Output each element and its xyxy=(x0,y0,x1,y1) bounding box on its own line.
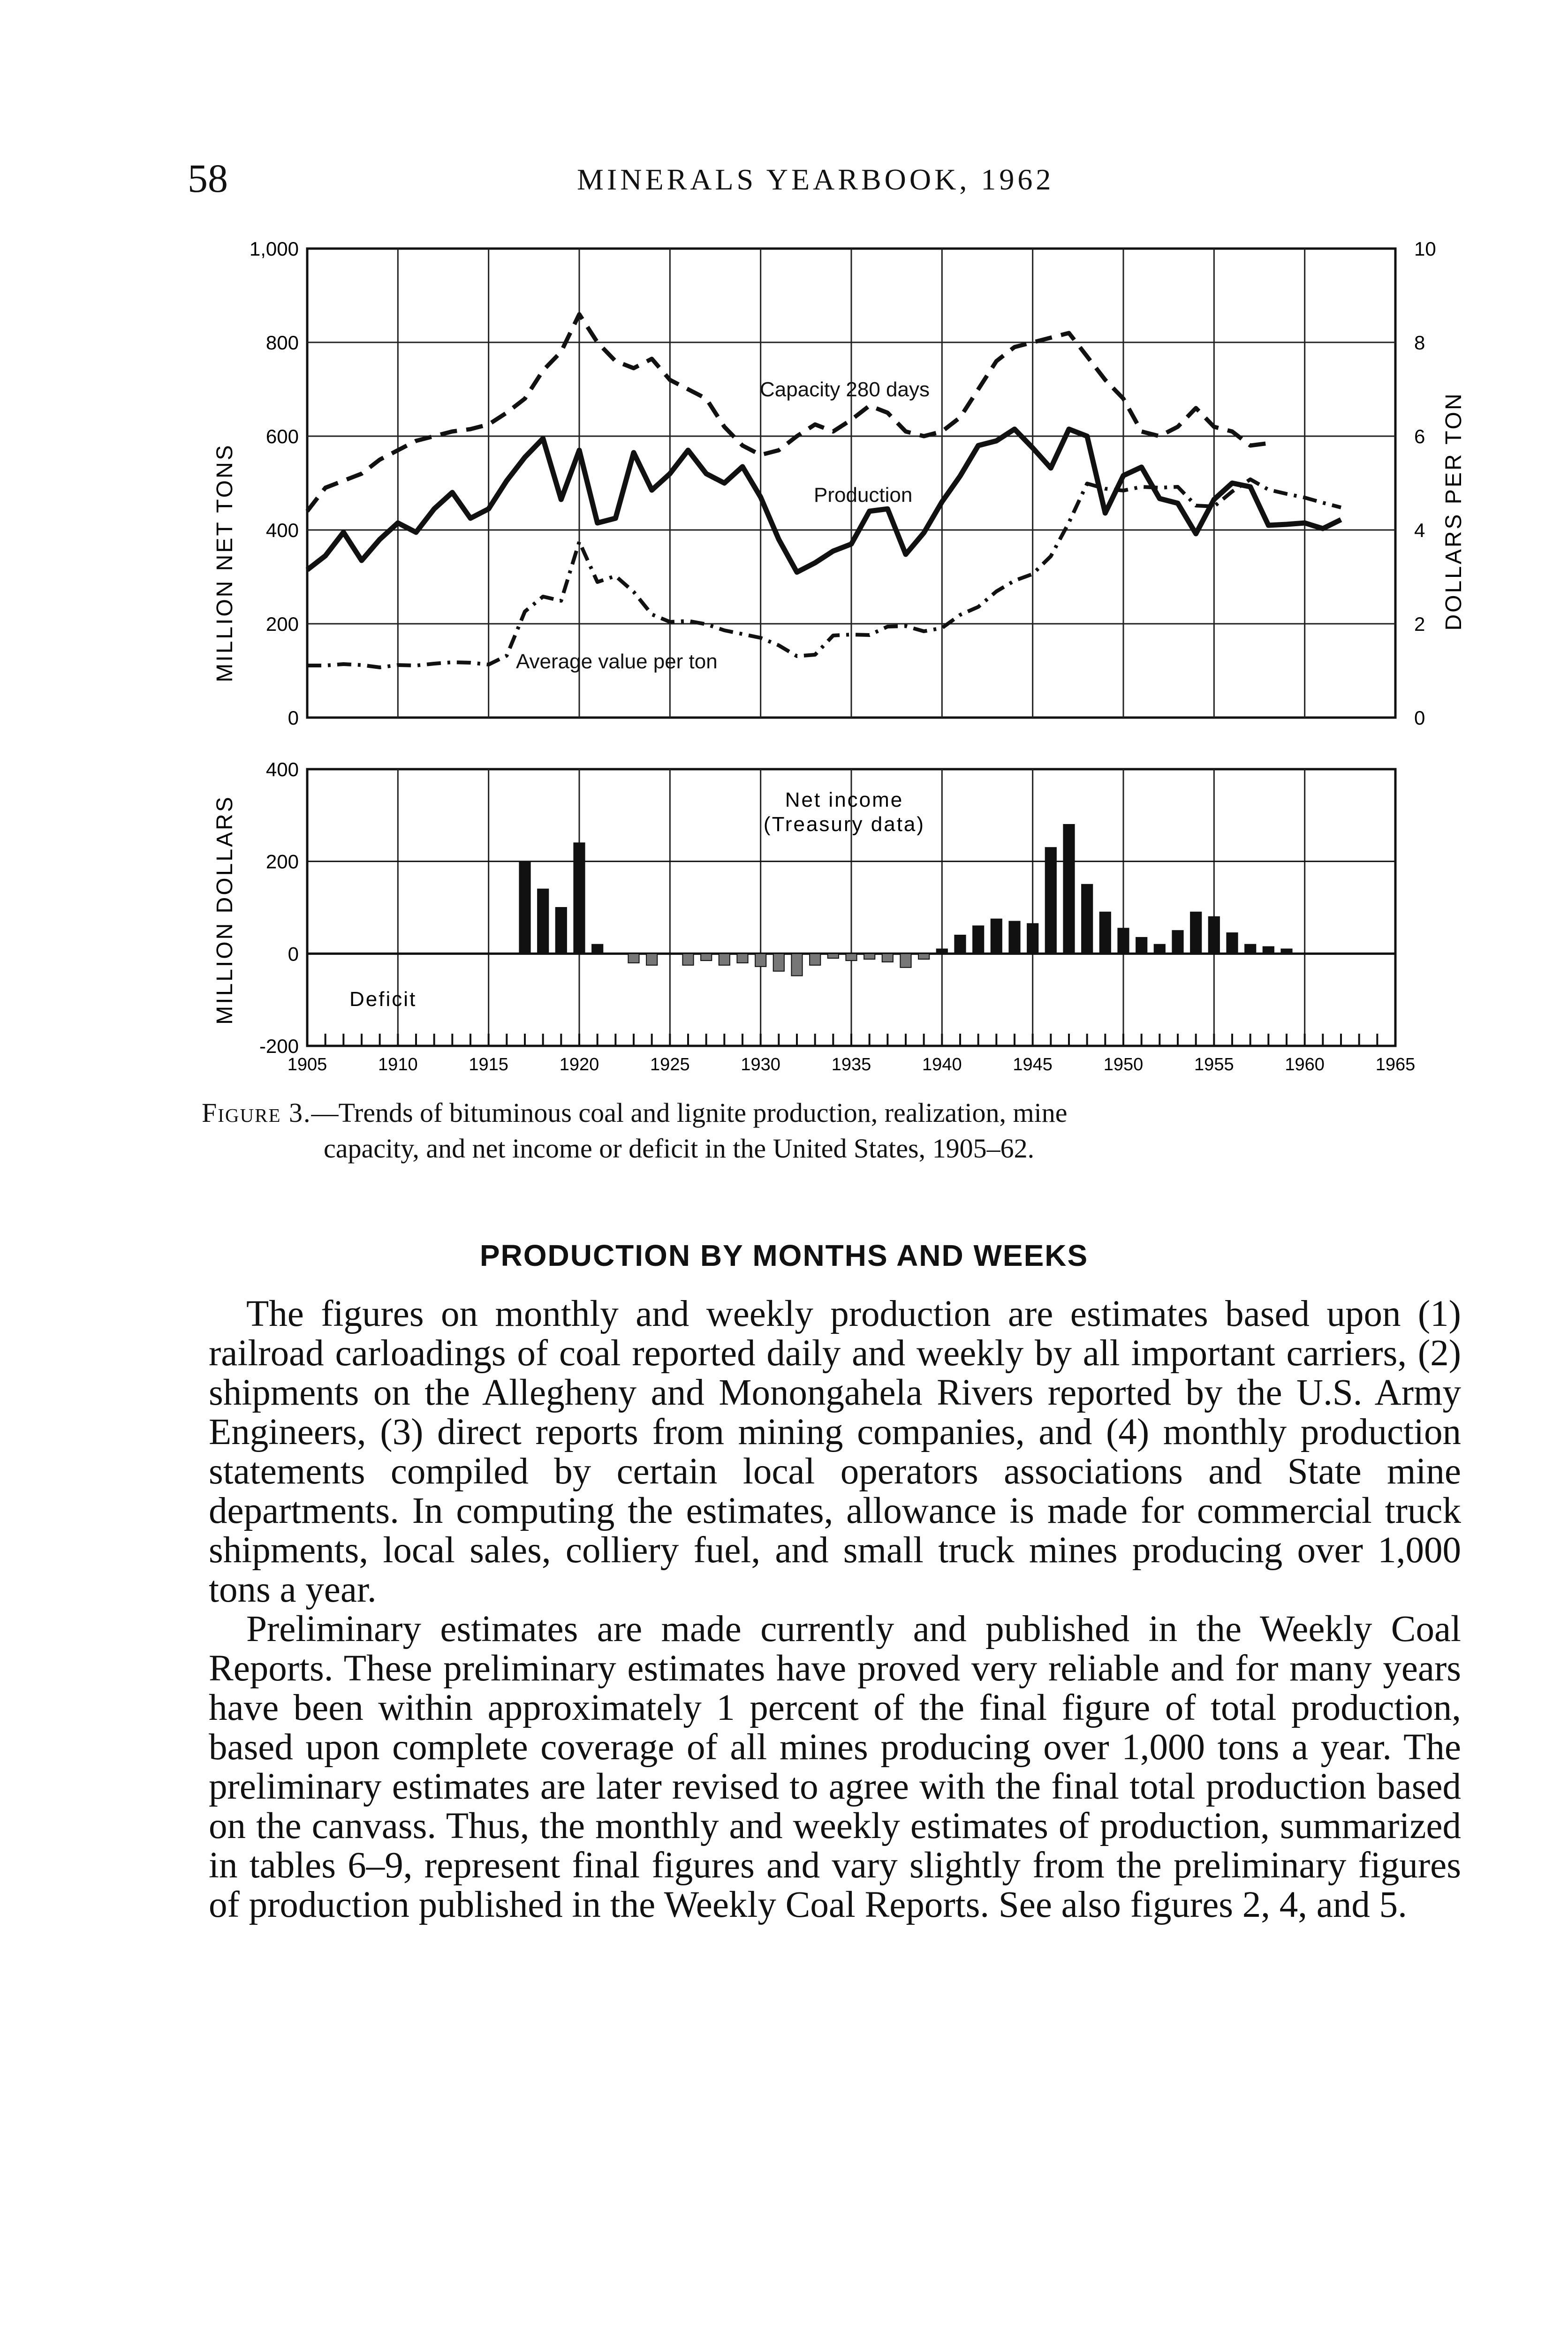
x-tick-label: 1915 xyxy=(469,1055,508,1074)
right-tick-label: 6 xyxy=(1414,425,1425,447)
right-tick-label: 4 xyxy=(1414,519,1425,541)
bar-1946 xyxy=(1045,847,1056,953)
right-tick-label: 2 xyxy=(1414,613,1425,635)
x-tick-label: 1955 xyxy=(1194,1055,1234,1074)
series-line-capacity-280-days xyxy=(307,314,1268,511)
bar-1951 xyxy=(1136,938,1147,953)
bar-1956 xyxy=(1227,933,1237,953)
bar-1950 xyxy=(1118,928,1129,953)
page-header xyxy=(188,155,1454,206)
bar-1941 xyxy=(954,935,965,953)
x-tick-label: 1925 xyxy=(650,1055,690,1074)
bar-1954 xyxy=(1190,912,1201,954)
bar-1938 xyxy=(900,953,911,968)
x-tick-label: 1940 xyxy=(922,1055,962,1074)
right-tick-label: 10 xyxy=(1414,238,1436,260)
left-tick-label: 600 xyxy=(265,425,299,447)
right-tick-label: 8 xyxy=(1414,332,1425,354)
bottom-tick-label: 400 xyxy=(265,758,299,780)
bar-1943 xyxy=(991,919,1002,954)
left-tick-label: 200 xyxy=(265,613,299,635)
paragraph: The figures on monthly and weekly production are estimates based upon (1) railroad carloadings of coal reported daily and weekly by all important carriers, (2) shipments on the Allegheny and Monongahela Rivers reported by the U.S. Army Engineers, (3) direct reports from mining companies, and (4) monthly production statements compiled by certain local operators associations and State mine departments. In computing the estimates, allowance is made for commercial truck shipments, local sales, colliery fuel, and small truck mines producing over 1,000 tons a year. xyxy=(209,1294,1461,1610)
left-tick-label: 400 xyxy=(265,519,299,541)
left-tick-label: 1,000 xyxy=(249,238,299,260)
caption-text-line2: capacity, and net income or deficit in the United States, 1905–62. xyxy=(324,1133,1035,1164)
bar-1957 xyxy=(1245,945,1256,954)
bar-1932 xyxy=(791,953,802,976)
x-tick-label: 1935 xyxy=(831,1055,871,1074)
bar-1936 xyxy=(864,953,875,959)
section-heading: PRODUCTION BY MONTHS AND WEEKS xyxy=(479,1239,1089,1272)
bar-1930 xyxy=(755,953,766,967)
x-tick-label: 1950 xyxy=(1103,1055,1144,1074)
capacity-annotation: Capacity 280 days xyxy=(760,378,930,401)
treasury-annotation: (Treasury data) xyxy=(763,813,925,836)
bar-1940 xyxy=(937,949,947,954)
bar-1933 xyxy=(810,953,820,965)
bar-1919 xyxy=(556,908,567,953)
x-tick-label: 1920 xyxy=(559,1055,599,1074)
caption-label: Figure 3. xyxy=(202,1097,311,1128)
right-tick-label: 0 xyxy=(1414,707,1425,729)
bar-1959 xyxy=(1281,949,1292,954)
running-title: MINERALS YEARBOOK, 1962 xyxy=(577,163,1054,196)
figure-caption xyxy=(202,1095,1468,1166)
bar-1929 xyxy=(737,953,748,963)
bar-1948 xyxy=(1082,885,1092,954)
bar-1926 xyxy=(682,953,693,965)
bottom-tick-label: -200 xyxy=(259,1035,299,1057)
average-value-annotation: Average value per ton xyxy=(516,650,718,673)
bottom-tick-label: 0 xyxy=(288,943,299,965)
deficit-annotation: Deficit xyxy=(349,988,417,1011)
x-tick-label: 1945 xyxy=(1013,1055,1053,1074)
bar-1934 xyxy=(828,953,839,958)
bar-1952 xyxy=(1154,945,1165,954)
bar-1935 xyxy=(846,953,856,961)
x-tick-label: 1910 xyxy=(378,1055,418,1074)
bar-1917 xyxy=(519,862,530,954)
bar-1928 xyxy=(719,953,730,965)
top-line-chart xyxy=(212,238,1466,729)
bottom-bar-chart xyxy=(212,758,1415,1074)
production-annotation: Production xyxy=(814,484,913,507)
bar-1924 xyxy=(646,953,657,965)
bar-1955 xyxy=(1209,917,1220,954)
bar-1921 xyxy=(592,945,603,954)
x-tick-label: 1905 xyxy=(287,1055,327,1074)
bar-1927 xyxy=(701,953,712,961)
bar-1920 xyxy=(574,843,584,953)
bar-1947 xyxy=(1063,825,1074,953)
bar-1953 xyxy=(1172,930,1183,953)
bar-1944 xyxy=(1009,922,1020,954)
bar-1942 xyxy=(973,926,984,953)
bar-1931 xyxy=(773,953,784,971)
net-income-annotation: Net income xyxy=(785,788,904,811)
body-text xyxy=(209,1294,1461,1925)
page-number: 58 xyxy=(188,156,228,201)
left-tick-label: 0 xyxy=(288,707,299,729)
bar-1923 xyxy=(628,953,639,963)
x-tick-label: 1965 xyxy=(1375,1055,1416,1074)
bar-1958 xyxy=(1263,947,1274,954)
bar-1939 xyxy=(918,953,929,959)
bar-1949 xyxy=(1100,912,1111,954)
bar-1918 xyxy=(538,889,548,954)
caption-text: —Trends of bituminous coal and lignite production, realization, mine xyxy=(311,1097,1068,1128)
left-axis-label: MILLION NET TONS xyxy=(212,443,237,682)
bottom-tick-label: 200 xyxy=(265,850,299,873)
right-axis-label: DOLLARS PER TON xyxy=(1441,392,1466,631)
bar-1945 xyxy=(1027,923,1038,953)
x-tick-label: 1930 xyxy=(741,1055,780,1074)
figure-3-chart xyxy=(178,234,1482,1093)
left-tick-label: 800 xyxy=(265,332,299,354)
bottom-axis-label: MILLION DOLLARS xyxy=(212,795,237,1025)
bar-1937 xyxy=(882,953,893,962)
paragraph: Preliminary estimates are made currently and published in the Weekly Coal Reports. These preliminary estimates have proved very reliable and for many years have been within approximately 1 percent of the final figure of total production, based upon complete coverage of all mines producing over 1,000 tons a year. The preliminary estimates are later revised to agree with the final total production based on the canvass. Thus, the monthly and weekly estimates of production, summarized in tables 6–9, represent final figures and vary slightly from the preliminary figures of production published in the Weekly Coal Reports. See also figures 2, 4, and 5. xyxy=(209,1609,1461,1925)
x-tick-label: 1960 xyxy=(1285,1055,1325,1074)
